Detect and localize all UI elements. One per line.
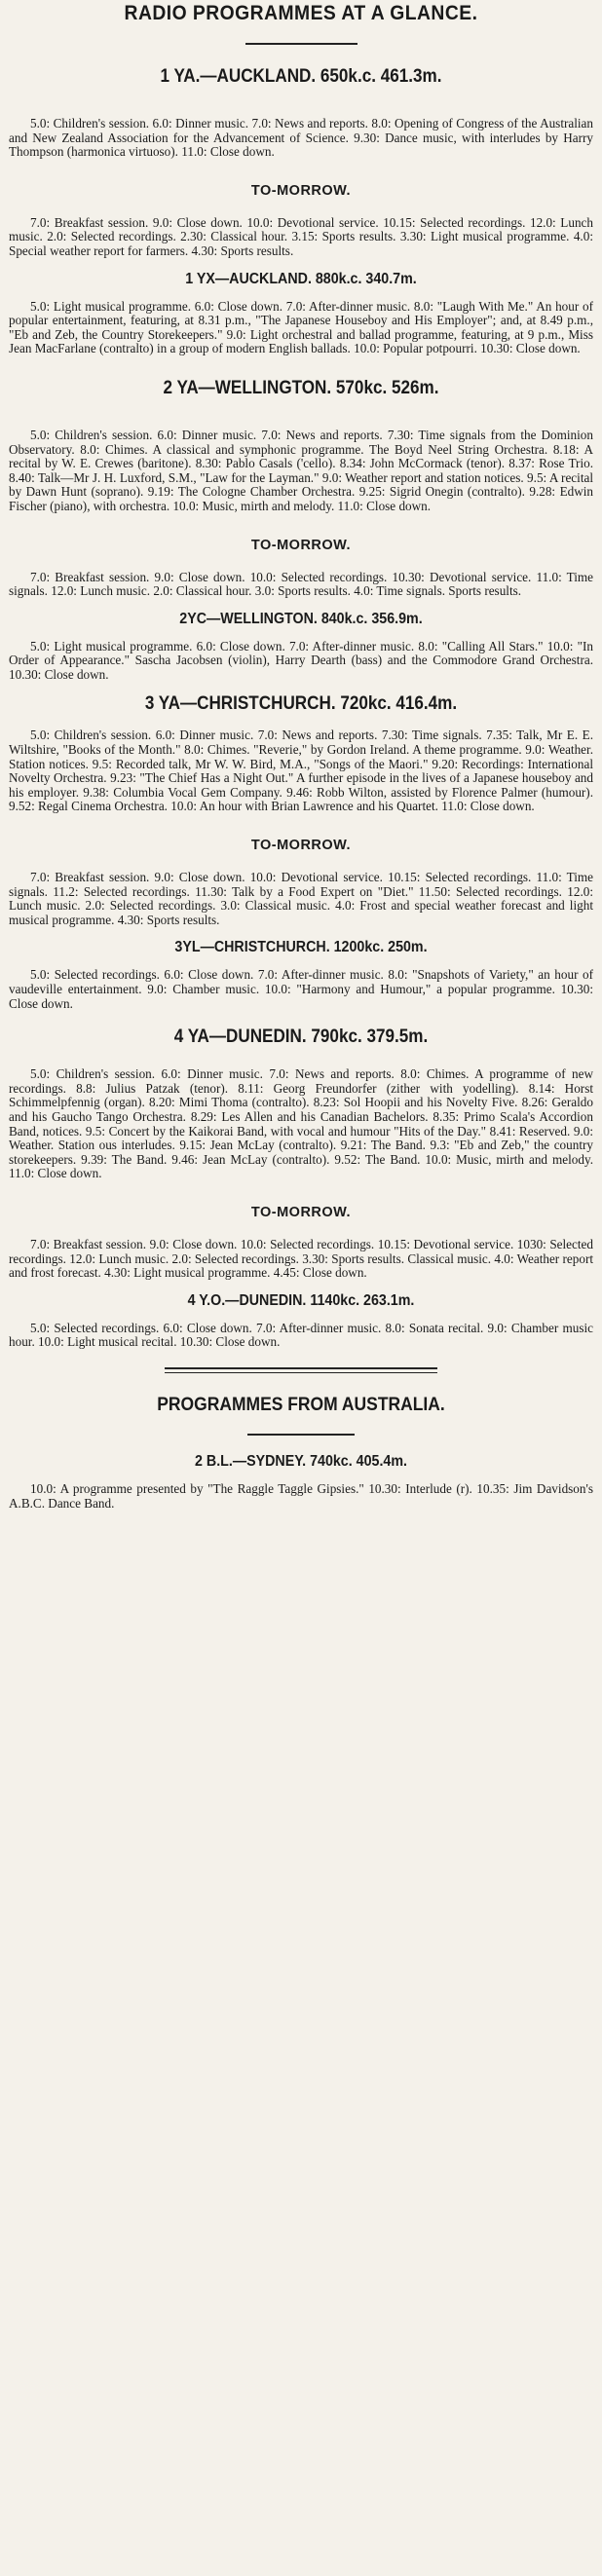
station-header-4ya: 4 YA—DUNEDIN. 790kc. 379.5m. bbox=[173, 1027, 429, 1048]
programme-text-3ya-today: 5.0: Children's session. 6.0: Dinner music. 7.0: News and reports. 7.30: Time signals. 7.35: Talk, Mr E. E. Wiltshire, "Books of the Month." 8.0: Chimes. "Reverie," by Gordon Ireland. A theme programme. 9.0: Weather. Station notices. 9.5: Recorded talk, Mr W. W. Bird, M.A., "Songs of the Maori." 9.20: Recordings: International Novelty Orchestra. 9.23: "The Chief Has a Night Out." A further episode in the lives of a Japanese houseboy and his employer. 9.38: Columbia Vocal Gem Company. 9.46: Robb Wilton, assisted by Florence Palmer (humour). 9.52: Regal Cinema Orchestra. 10.0: An hour with Brian Lawrence and his Quartet. 11.0: Close down. bbox=[9, 728, 593, 814]
programme-text-2ya-tomorrow: 7.0: Breakfast session. 9.0: Close down. 10.0: Selected recordings. 10.30: Devotional service. 11.0: Time signals. 12.0: Lunch music. 2.0: Classical hour. 3.0: Sports results. 4.0: Time signals. Sports results. bbox=[9, 569, 593, 599]
page-title: RADIO PROGRAMMES AT A GLANCE. bbox=[124, 2, 478, 24]
section-header-australia: PROGRAMMES FROM AUSTRALIA. bbox=[157, 1394, 445, 1415]
tomorrow-label-3ya: TO-MORROW. bbox=[250, 838, 352, 854]
programme-text-4yo: 5.0: Selected recordings. 6.0: Close down. 7.0: After-dinner music. 8.0: Sonata recital. 9.0: Chamber music hour. 10.0: Light musical recital. 10.30: Close down. bbox=[9, 1320, 593, 1350]
programme-text-2yc: 5.0: Light musical programme. 6.0: Close down. 7.0: After-dinner music. 8.0: "Calling All Stars." 10.0: "In Order of Appearance." Sascha Jacobsen (violin), Harry Dearth (bass) and the Commodore Grand Orchestra. 10.30: Close down. bbox=[9, 638, 593, 682]
programme-text-1ya-today: 5.0: Children's session. 6.0: Dinner music. 7.0: News and reports. 8.0: Opening of Congress of the Australian and New Zealand Association for the Advancement of Science. 9.30: Dance music, with interludes by Harry Thompson (harmonica virtuoso). 11.0: Close down. bbox=[9, 116, 593, 160]
divider bbox=[165, 1372, 437, 1373]
station-subheader-2bl: 2 B.L.—SYDNEY. 740kc. 405.4m. bbox=[195, 1452, 407, 1470]
station-subheader-1yx: 1 YX—AUCKLAND. 880k.c. 340.7m. bbox=[185, 270, 417, 287]
station-header-2ya: 2 YA—WELLINGTON. 570kc. 526m. bbox=[163, 377, 439, 398]
divider bbox=[245, 43, 357, 45]
programme-text-3yl: 5.0: Selected recordings. 6.0: Close down. 7.0: After-dinner music. 8.0: "Snapshots of Variety," an hour of vaudeville entertainment. 9.0: Chamber music. 10.0: "Harmony and Humour," a popular programme. 10.30: Close down. bbox=[9, 967, 593, 1011]
programme-text-4ya-tomorrow: 7.0: Breakfast session. 9.0: Close down. 10.0: Selected recordings. 10.15: Devotional service. 1030: Selected recordings. 12.0: Lunch music. 2.0: Selected recordings. 3.30: Sports results. Classical music. 4.0: Weather report and frost forecast. 4.30: Light musical programme. 4.45: Close down. bbox=[9, 1236, 593, 1281]
newspaper-column bbox=[9, 2, 593, 1511]
programme-text-1ya-tomorrow: 7.0: Breakfast session. 9.0: Close down. 10.0: Devotional service. 10.15: Selected recordings. 12.0: Lunch music. 2.0: Selected recordings. 2.30: Classical hour. 3.15: Sports results. 3.30: Light musical programme. 4.0: Special weather report for farmers. 4.30: Sports results. bbox=[9, 214, 593, 258]
station-subheader-2yc: 2YC—WELLINGTON. 840k.c. 356.9m. bbox=[179, 610, 423, 627]
station-subheader-4yo: 4 Y.O.—DUNEDIN. 1140kc. 263.1m. bbox=[187, 1291, 415, 1309]
programme-text-4ya-today: 5.0: Children's session. 6.0: Dinner music. 7.0: News and reports. 8.0: Chimes. A programme of new recordings. 8.8: Julius Patzak (tenor). 8.11: Georg Freundorfer (zither with yodelling). 8.14: Horst Schimmelpfennig (organ). 8.20: Mimi Thoma (contralto). 8.23: Sol Hoopii and his Novelty Five. 8.26: Geraldo and his Gaucho Tango Orchestra. 8.29: Les Allen and his Canadian Bachelors. 8.35: Primo Scala's Accordion Band, notices. 9.5: Concert by the Kaikorai Band, with vocal and humour "Hits of the Day." 8.41: Reserved. 9.0: Weather. Station ous interludes. 9.15: Jean McLay (contralto). 9.21: The Band. 9.3: "Eb and Zeb," the country storekeepers. 9.39: The Band. 9.46: Jean McLay (contralto). 9.52: The Band. 10.0: Music, mirth and melody. 11.0: Close down. bbox=[9, 1066, 593, 1181]
station-header-1ya: 1 YA.—AUCKLAND. 650k.c. 461.3m. bbox=[160, 66, 442, 87]
programme-text-2ya-today: 5.0: Children's session. 6.0: Dinner music. 7.0: News and reports. 7.30: Time signals from the Dominion Observatory. 8.0: Chimes. A classical and symphonic programme. The Boyd Neel String Orchestra. 8.18: A recital by W. E. Crewes (baritone). 8.30: Pablo Casals ('cello). 8.34: John McCormack (tenor). 8.37: Rose Trio. 8.40: Talk—Mr J. H. Luxford, S.M., "Law for the Layman." 9.0: Weather report and station notices. 9.5: A recital by Dawn Hunt (soprano). 9.19: The Cologne Chamber Orchestra. 9.25: Sigrid Onegin (contralto). 9.28: Edwin Fischer (piano), with orchestra. 10.0: Music, mirth and melody. 11.0: Close down. bbox=[9, 427, 593, 513]
tomorrow-label-2ya: TO-MORROW. bbox=[250, 537, 352, 553]
tomorrow-label-4ya: TO-MORROW. bbox=[250, 1204, 352, 1220]
divider bbox=[247, 1434, 355, 1436]
tomorrow-label-1ya: TO-MORROW. bbox=[250, 182, 352, 199]
programme-text-2bl: 10.0: A programme presented by "The Raggle Taggle Gipsies." 10.30: Interlude (r). 10.35: Jim Davidson's A.B.C. Dance Band. bbox=[9, 1480, 593, 1511]
divider bbox=[165, 1367, 437, 1369]
programme-text-3ya-tomorrow: 7.0: Breakfast session. 9.0: Close down. 10.0: Devotional service. 10.15: Selected recordings. 11.0: Time signals. 11.2: Selected recordings. 11.30: Talk by a Food Expert on "Diet." 11.50: Selected recordings. 12.0: Lunch music. 2.0: Selected recordings. 3.0: Classical music. 4.0: Frost and special weather forecast and light musical programme. 4.30: Sports results. bbox=[9, 870, 593, 927]
station-subheader-3yl: 3YL—CHRISTCHURCH. 1200kc. 250m. bbox=[174, 939, 428, 956]
station-header-3ya: 3 YA—CHRISTCHURCH. 720kc. 416.4m. bbox=[144, 693, 458, 715]
programme-text-1yx: 5.0: Light musical programme. 6.0: Close down. 7.0: After-dinner music. 8.0: "Laugh With Me." An hour of popular entertainment, featuring, at 8.31 p.m., "The Japanese Houseboy and His Employer"; and, at 8.49 p.m., "Eb and Zeb, the Country Storekeepers." 9.0: Light orchestral and ballad programme, featuring, at 9 p.m., Miss Jean MacFarlane (contralto) in a group of modern English ballads. 10.0: Popular potpourri. 10.30: Close down. bbox=[9, 298, 593, 356]
